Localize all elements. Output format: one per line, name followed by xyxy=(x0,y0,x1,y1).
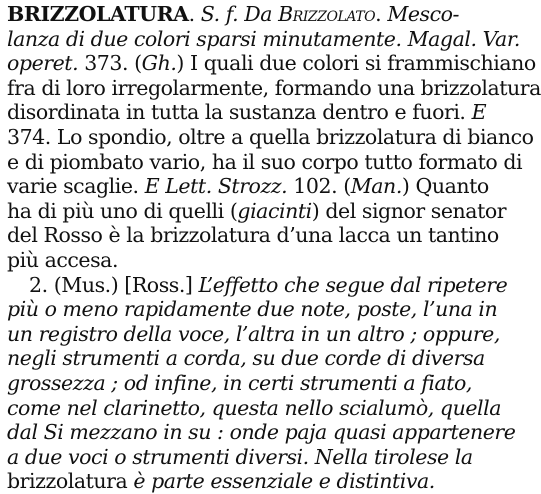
citation: E Lett. Strozz. xyxy=(138,174,288,199)
quotation: fra di loro irregolarmente, formando una brizzolatura xyxy=(7,75,541,100)
definition: più o meno rapidamente due note, poste, l’una in xyxy=(7,297,498,322)
entry-line xyxy=(7,444,473,470)
citation: E xyxy=(465,100,487,125)
quotation: varie scaglie. xyxy=(7,174,139,199)
entry-line xyxy=(7,395,502,421)
definition: lanza di due colori sparsi minutamente. Magal. Var. xyxy=(7,26,520,51)
entry-line: varie scaglie. E Lett. Strozz. 102. (Man.) Quanto xyxy=(7,174,489,199)
definition: Mesco- xyxy=(387,2,460,26)
entry-line xyxy=(7,198,507,224)
grammar-label: S. f. Da xyxy=(200,2,273,26)
source-abbrev: Gh. xyxy=(141,51,177,76)
quotation-emphasis: giacinti xyxy=(237,198,312,223)
definition: L’effetto che segue dal ripetere xyxy=(198,272,508,297)
definition: un registro della voce, l’altra in un altro ; oppure, xyxy=(7,321,500,346)
definition: è parte essenziale e distintiva. xyxy=(127,469,435,494)
definition: negli strumenti a corda, su due corde di diversa xyxy=(7,346,485,371)
entry-line xyxy=(7,297,498,322)
entry-line xyxy=(7,346,485,371)
entry-line xyxy=(7,469,467,494)
definition: come nel clarinetto, questa nello scialumò, quella xyxy=(7,395,502,420)
quotation: disordinata in tutta la sustanza dentro e fuori. xyxy=(7,100,466,125)
entry-line xyxy=(7,370,472,396)
source-abbrev: Man. xyxy=(350,174,402,199)
entry-line xyxy=(7,248,467,273)
quotation: 374. Lo spondio, oltre a quella brizzolatura di bianco xyxy=(7,124,534,149)
definition: grossezza ; od infine, in certi strumenti a fiato, xyxy=(7,370,472,395)
text: . xyxy=(188,2,201,26)
entry-line xyxy=(7,100,487,125)
definition: dal Si mezzano in su : onde paja quasi appartenere xyxy=(7,420,516,445)
quotation: ) del signor senator xyxy=(311,198,507,223)
entry-line: BRIZZOLATURA. S. f. Da Brizzolato. Mesco- xyxy=(7,2,460,26)
quotation: del Rosso è la brizzolatura d’una lacca un tantino xyxy=(7,223,499,248)
quotation: ) I quali due colori si frammischiano xyxy=(176,51,536,76)
entry-line xyxy=(7,26,520,52)
entry-line xyxy=(7,124,534,150)
sense-number: 2. (Mus.) xyxy=(29,272,119,297)
quotation: ) Quanto xyxy=(401,174,489,199)
entry-line xyxy=(7,272,508,298)
definition-term: brizzolatura xyxy=(7,469,128,494)
quotation: e di piombato vario, ha il suo corpo tutto formato di xyxy=(7,149,523,174)
entry-line xyxy=(7,223,499,248)
citation: operet. xyxy=(7,51,79,76)
dictionary-entry xyxy=(7,2,541,494)
definition: a due voci o strumenti diversi. Nella tirolese la xyxy=(7,444,473,469)
source-abbrev: [Ross.] xyxy=(124,272,193,297)
headword: BRIZZOLATURA xyxy=(7,2,189,26)
entry-line xyxy=(7,149,523,175)
cross-reference: Brizzolato xyxy=(278,2,376,26)
entry-line xyxy=(7,321,500,347)
entry-line xyxy=(7,420,516,445)
entry-line xyxy=(7,75,541,101)
quotation: più accesa. xyxy=(7,247,119,272)
entry-line: operet. 373. (Gh.) I quali due colori si frammischiano xyxy=(7,51,536,76)
quotation: ha di più uno di quelli ( xyxy=(7,198,238,223)
